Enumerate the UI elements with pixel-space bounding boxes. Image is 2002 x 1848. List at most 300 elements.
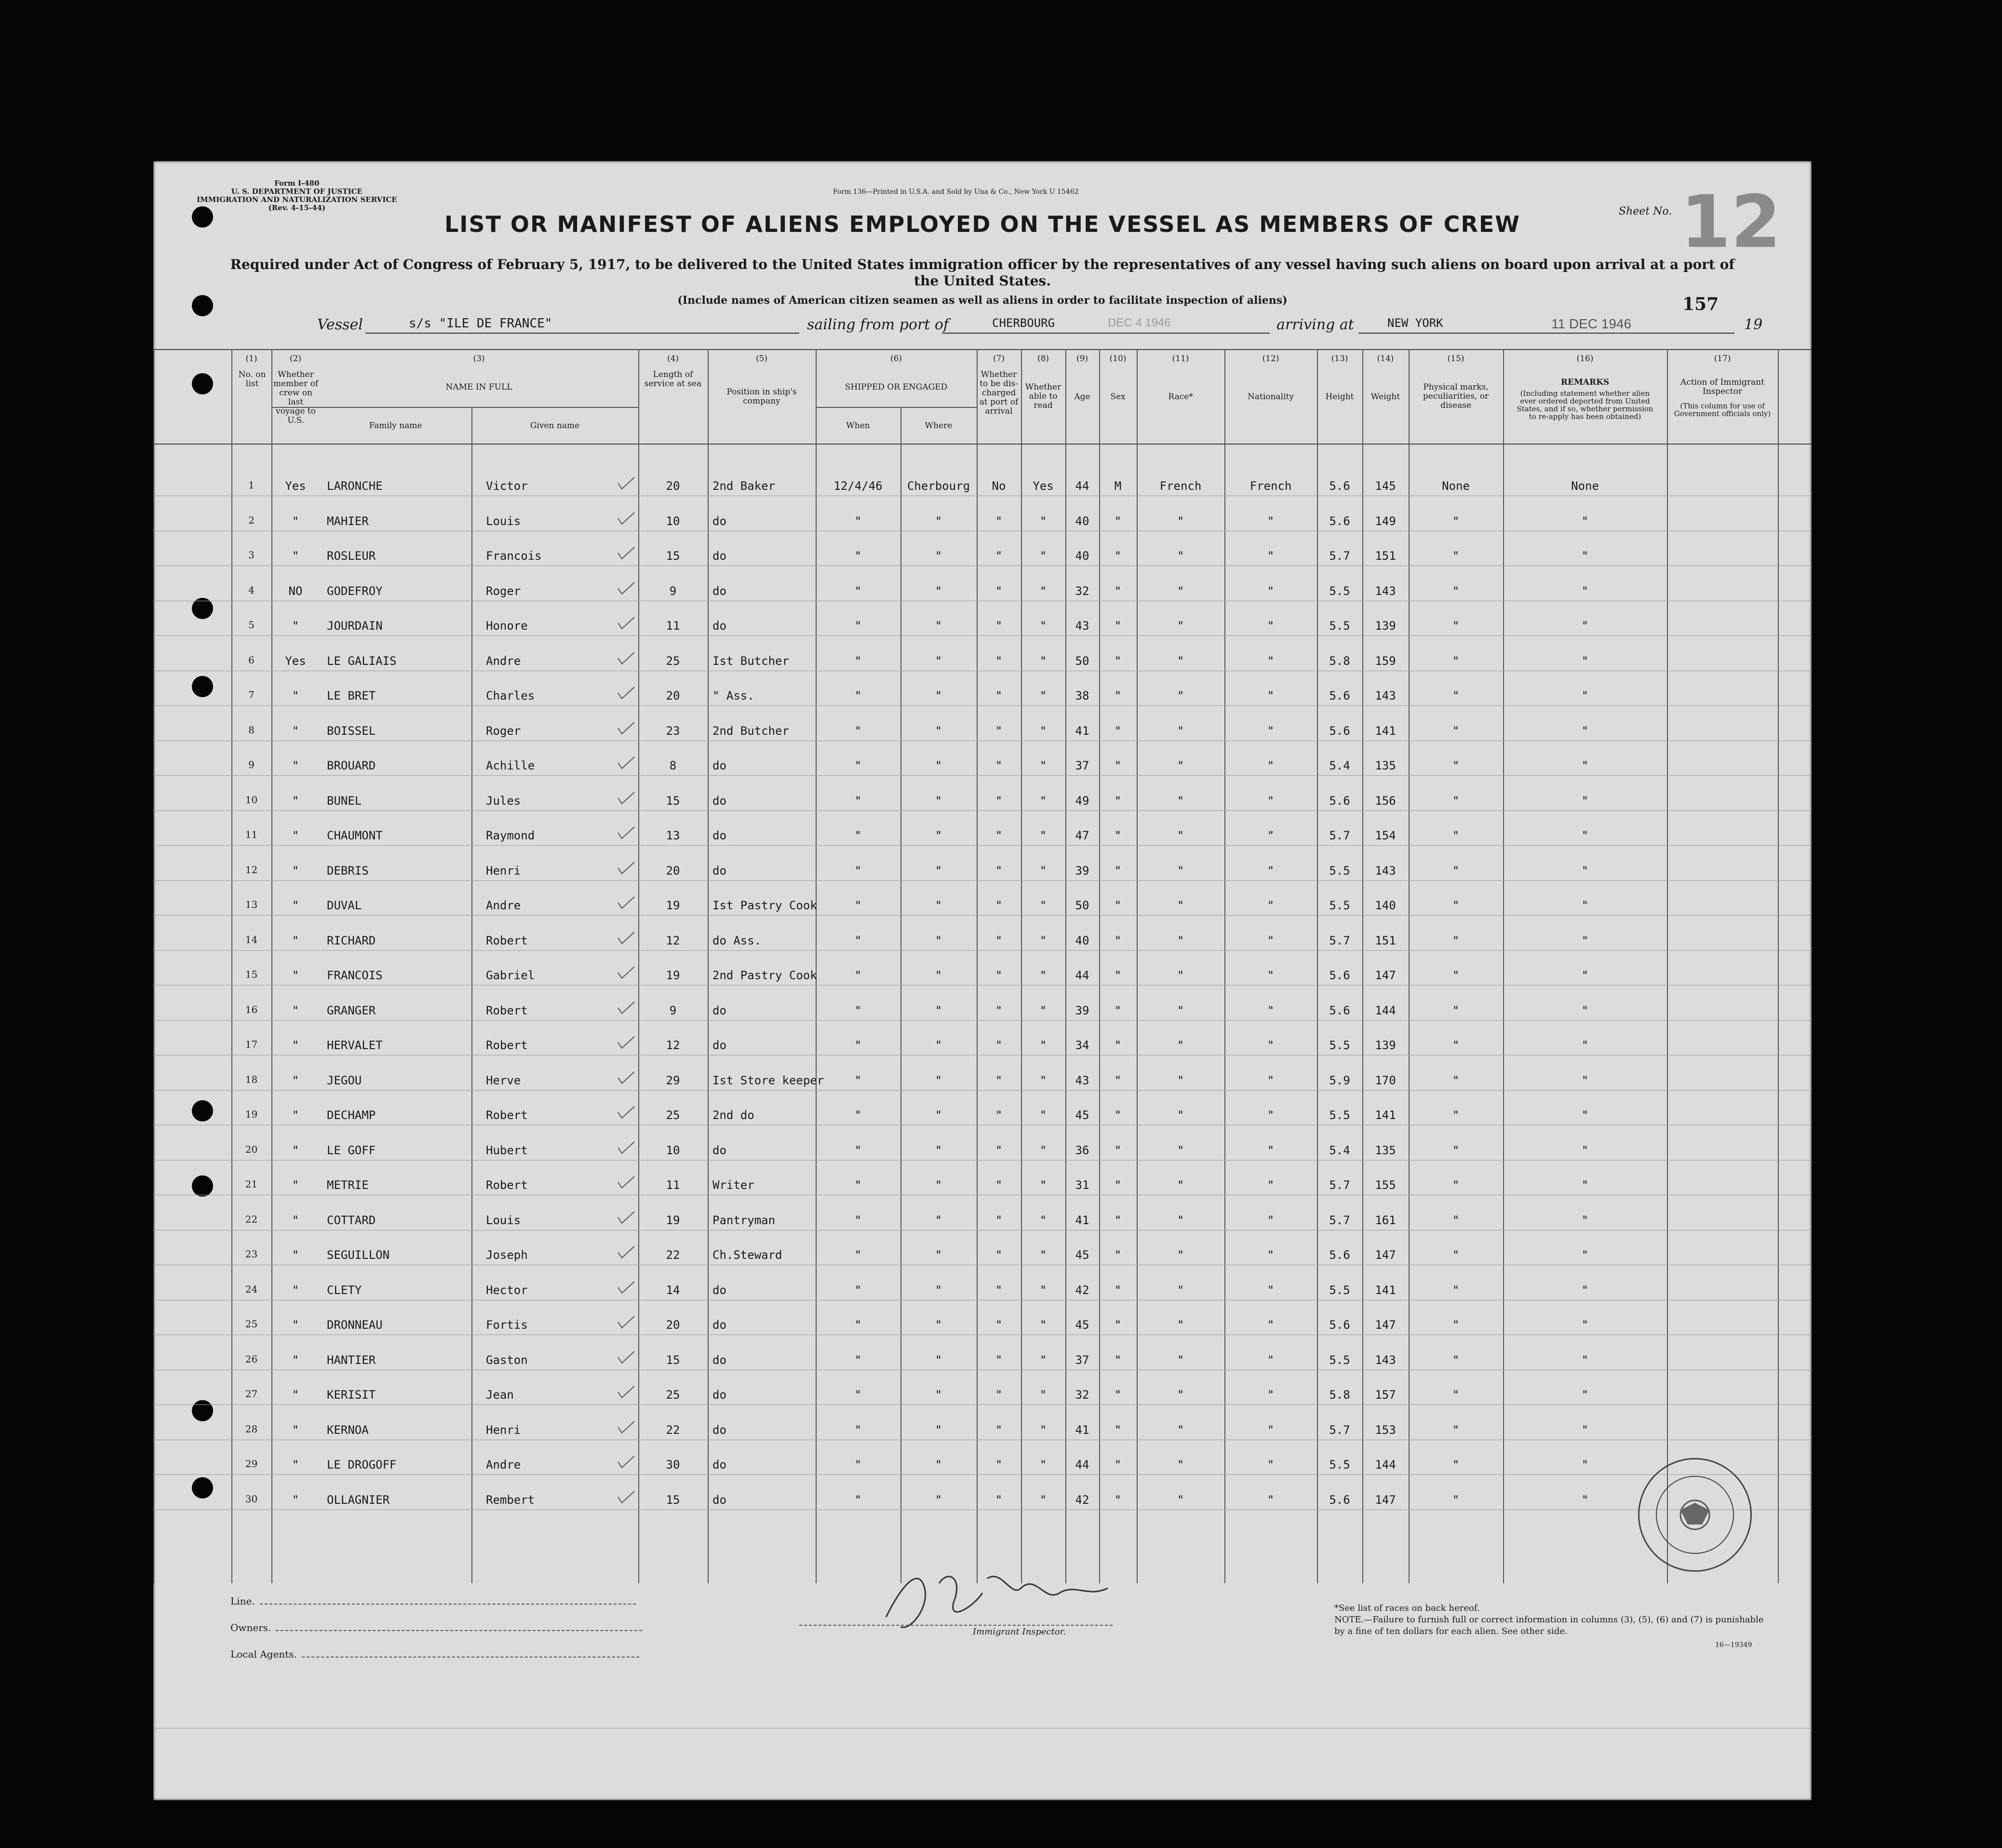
cell-nat: " xyxy=(1267,933,1275,947)
cell-prev: " xyxy=(292,1388,299,1402)
check-mark xyxy=(616,966,635,980)
cell-height: 5.5 xyxy=(1329,1353,1350,1367)
row-rule xyxy=(153,845,1812,846)
cell-marks: " xyxy=(1452,654,1460,668)
cell-disch: " xyxy=(995,1178,1003,1192)
cell-position: 2nd Baker xyxy=(712,479,776,493)
cell-sex: " xyxy=(1114,1283,1122,1297)
cell-position: Ist Butcher xyxy=(712,654,789,668)
cell-height: 5.4 xyxy=(1329,759,1350,772)
cell-family: BOISSEL xyxy=(327,724,376,738)
cell-weight: 151 xyxy=(1375,933,1396,947)
cell-marks: " xyxy=(1452,1493,1460,1507)
cell-disch: " xyxy=(995,1003,1003,1017)
cell-when: " xyxy=(854,759,862,772)
cell-when: " xyxy=(854,863,862,877)
cell-sex: " xyxy=(1114,1178,1122,1192)
cell-race: " xyxy=(1177,584,1184,598)
cell-race: " xyxy=(1177,1073,1184,1087)
cell-marks: " xyxy=(1452,863,1460,877)
cell-remarks: " xyxy=(1581,759,1589,772)
cell-position: do xyxy=(712,829,726,842)
cell-when: " xyxy=(854,969,862,982)
cell-no: 7 xyxy=(248,689,255,701)
check-mark xyxy=(616,791,635,806)
cell-remarks: " xyxy=(1581,1318,1589,1332)
cell-given: Jules xyxy=(486,794,521,808)
cell-remarks: " xyxy=(1581,1108,1589,1122)
cell-service: 14 xyxy=(666,1283,680,1297)
col-header-sex: Sex xyxy=(1110,392,1126,402)
cell-where: " xyxy=(935,1423,942,1437)
cell-race: " xyxy=(1177,1003,1184,1017)
cell-race: " xyxy=(1177,1318,1184,1332)
cell-given: Francois xyxy=(486,549,542,563)
cell-weight: 141 xyxy=(1375,1108,1396,1122)
cell-age: 39 xyxy=(1075,1003,1089,1017)
cell-nat: " xyxy=(1267,549,1275,563)
cell-weight: 170 xyxy=(1375,1073,1396,1087)
cell-prev: " xyxy=(292,1213,299,1227)
col-header-no: No. on list xyxy=(238,370,266,389)
cell-family: LARONCHE xyxy=(327,479,383,493)
cell-position: do xyxy=(712,794,726,808)
cell-remarks: " xyxy=(1581,1423,1589,1437)
cell-family: BROUARD xyxy=(327,759,376,772)
check-mark xyxy=(616,1175,635,1190)
cell-no: 13 xyxy=(245,899,258,910)
cell-marks: " xyxy=(1452,724,1460,738)
cell-family: HANTIER xyxy=(327,1353,376,1367)
cell-prev: " xyxy=(292,1423,299,1437)
cell-nat: " xyxy=(1267,863,1275,877)
footnote xyxy=(1334,1603,1768,1637)
cell-given: Hubert xyxy=(486,1143,528,1157)
cell-nat: " xyxy=(1267,584,1275,598)
cell-when: " xyxy=(854,584,862,598)
check-mark xyxy=(616,826,635,840)
cell-remarks: " xyxy=(1581,724,1589,738)
cell-age: 44 xyxy=(1075,479,1089,493)
cell-read: " xyxy=(1039,899,1047,912)
cell-given: Jean xyxy=(486,1388,514,1402)
cell-age: 40 xyxy=(1075,549,1089,563)
col-num-2: (2) xyxy=(289,354,302,364)
cell-when: " xyxy=(854,1039,862,1052)
cell-family: GODEFROY xyxy=(327,584,383,598)
cell-weight: 145 xyxy=(1375,479,1396,493)
cell-when: " xyxy=(854,1213,862,1227)
cell-read: " xyxy=(1039,514,1047,528)
year-label: 19 xyxy=(1744,316,1763,333)
cell-prev: " xyxy=(292,1143,299,1157)
cell-service: 15 xyxy=(666,1353,680,1367)
cell-read: " xyxy=(1039,1458,1047,1471)
check-mark xyxy=(616,1455,635,1470)
cell-race: " xyxy=(1177,1458,1184,1471)
cell-prev: " xyxy=(292,1073,299,1087)
cell-remarks: " xyxy=(1581,514,1589,528)
cell-age: 31 xyxy=(1075,1178,1089,1192)
cell-prev: " xyxy=(292,759,299,772)
cell-when: " xyxy=(854,899,862,912)
cell-position: 2nd Pastry Cook xyxy=(712,969,817,982)
check-mark xyxy=(616,512,635,526)
footer-line-label: Line xyxy=(230,1595,252,1607)
cell-sex: " xyxy=(1114,829,1122,842)
cell-where: " xyxy=(935,1318,942,1332)
check-mark xyxy=(616,1420,635,1435)
cell-read: " xyxy=(1039,1003,1047,1017)
col-num-8: (8) xyxy=(1037,354,1049,364)
crew-table xyxy=(153,349,1812,1583)
cell-sex: " xyxy=(1114,689,1122,702)
cell-sex: " xyxy=(1114,1353,1122,1367)
row-rule xyxy=(153,635,1812,636)
cell-when: " xyxy=(854,1493,862,1507)
cell-sex: M xyxy=(1114,479,1122,493)
cell-nat: " xyxy=(1267,1353,1275,1367)
cell-position: do xyxy=(712,1388,726,1402)
cell-prev: " xyxy=(292,1493,299,1507)
footnote-penalty: NOTE.—Failure to furnish full or correct information in columns (3), (5), (6) and (7) is punishable by a fine of ten dollars for each alien. See other side. xyxy=(1334,1615,1764,1636)
cell-read: " xyxy=(1039,549,1047,563)
cell-race: " xyxy=(1177,1388,1184,1402)
cell-marks: " xyxy=(1452,1318,1460,1332)
cell-read: " xyxy=(1039,1423,1047,1437)
form-identifier xyxy=(197,179,397,212)
cell-service: 25 xyxy=(666,654,680,668)
cell-disch: " xyxy=(995,1108,1003,1122)
cell-read: Yes xyxy=(1033,479,1054,493)
cell-remarks: " xyxy=(1581,549,1589,563)
vessel-value: s/s "ILE DE FRANCE" xyxy=(409,316,552,331)
cell-position: do xyxy=(712,1283,726,1297)
cell-age: 42 xyxy=(1075,1493,1089,1507)
check-mark xyxy=(616,1245,635,1260)
cell-prev: " xyxy=(292,514,299,528)
cell-family: MAHIER xyxy=(327,514,369,528)
cell-remarks: " xyxy=(1581,1353,1589,1367)
cell-nat: " xyxy=(1267,724,1275,738)
footer-owners-label: Owners xyxy=(230,1622,269,1633)
col-header-given: Given name xyxy=(530,421,580,431)
cell-where: " xyxy=(935,1073,942,1087)
cell-age: 39 xyxy=(1075,863,1089,877)
cell-no: 16 xyxy=(245,1003,258,1015)
cell-where: " xyxy=(935,1108,942,1122)
cell-when: " xyxy=(854,1458,862,1471)
page-subtitle: Required under Act of Congress of February 5, 1917, to be delivered to the United States immigration officer by the representatives of any vessel having such aliens on board upon arrival at a port of the United States. xyxy=(230,256,1735,289)
cell-disch: " xyxy=(995,1283,1003,1297)
cell-nat: " xyxy=(1267,1003,1275,1017)
cell-no: 11 xyxy=(245,829,258,840)
cell-disch: No xyxy=(992,479,1006,493)
cell-age: 43 xyxy=(1075,619,1089,633)
check-mark xyxy=(616,861,635,876)
cell-race: " xyxy=(1177,724,1184,738)
cell-disch: " xyxy=(995,1213,1003,1227)
cell-given: Robert xyxy=(486,1003,528,1017)
col-header-race: Race* xyxy=(1168,392,1193,402)
col-num-7: (7) xyxy=(993,354,1005,364)
cell-given: Joseph xyxy=(486,1248,528,1262)
col-header-action: Action of Immigrant Inspector xyxy=(1680,378,1764,396)
cell-where: " xyxy=(935,584,942,598)
cell-when: " xyxy=(854,654,862,668)
check-mark xyxy=(616,1350,635,1365)
cell-marks: " xyxy=(1452,794,1460,808)
cell-prev: " xyxy=(292,689,299,702)
cell-prev: " xyxy=(292,1003,299,1017)
cell-no: 12 xyxy=(245,863,258,876)
cell-height: 5.9 xyxy=(1329,1073,1350,1087)
cell-height: 5.5 xyxy=(1329,584,1350,598)
cell-disch: " xyxy=(995,1318,1003,1332)
check-mark xyxy=(616,686,635,701)
cell-sex: " xyxy=(1114,1318,1122,1332)
cell-race: " xyxy=(1177,1248,1184,1262)
cell-service: 30 xyxy=(666,1458,680,1471)
cell-race: " xyxy=(1177,863,1184,877)
cell-when: " xyxy=(854,549,862,563)
cell-read: " xyxy=(1039,619,1047,633)
cell-family: DEBRIS xyxy=(327,863,369,877)
cell-nat: " xyxy=(1267,1248,1275,1262)
department-name: U. S. DEPARTMENT OF JUSTICE xyxy=(231,187,363,196)
cell-no: 3 xyxy=(248,549,255,561)
col-header-position: Position in ship's company xyxy=(726,387,797,406)
cell-read: " xyxy=(1039,1318,1047,1332)
cell-remarks: " xyxy=(1581,619,1589,633)
cell-disch: " xyxy=(995,1073,1003,1087)
cell-given: Achille xyxy=(486,759,535,772)
cell-remarks: " xyxy=(1581,1213,1589,1227)
cell-height: 5.6 xyxy=(1329,1493,1350,1507)
cell-position: do xyxy=(712,1003,726,1017)
cell-family: KERISIT xyxy=(327,1388,376,1402)
col-num-3: (3) xyxy=(473,354,485,364)
cell-when: " xyxy=(854,933,862,947)
cell-where: " xyxy=(935,1248,942,1262)
cell-weight: 161 xyxy=(1375,1213,1396,1227)
col-num-15: (15) xyxy=(1447,354,1465,364)
cell-height: 5.6 xyxy=(1329,479,1350,493)
cell-read: " xyxy=(1039,1283,1047,1297)
cell-family: LE DROGOFF xyxy=(327,1458,397,1471)
cell-no: 24 xyxy=(245,1283,258,1295)
cell-race: " xyxy=(1177,514,1184,528)
cell-age: 49 xyxy=(1075,794,1089,808)
cell-sex: " xyxy=(1114,1003,1122,1017)
cell-family: OLLAGNIER xyxy=(327,1493,390,1507)
cell-age: 41 xyxy=(1075,1423,1089,1437)
cell-weight: 141 xyxy=(1375,1283,1396,1297)
cell-disch: " xyxy=(995,1458,1003,1471)
vessel-label: Vessel xyxy=(317,316,363,333)
cell-marks: " xyxy=(1452,689,1460,702)
cell-where: Cherbourg xyxy=(907,479,970,493)
cell-race: " xyxy=(1177,1178,1184,1192)
cell-no: 29 xyxy=(245,1458,258,1470)
cell-prev: " xyxy=(292,1108,299,1122)
cell-service: 15 xyxy=(666,794,680,808)
cell-where: " xyxy=(935,969,942,982)
cell-family: DUVAL xyxy=(327,899,362,912)
cell-position: do xyxy=(712,863,726,877)
cell-service: 10 xyxy=(666,514,680,528)
cell-where: " xyxy=(935,863,942,877)
cell-marks: " xyxy=(1452,759,1460,772)
row-rule xyxy=(153,705,1812,706)
cell-age: 44 xyxy=(1075,969,1089,982)
cell-remarks: " xyxy=(1581,933,1589,947)
cell-height: 5.4 xyxy=(1329,1143,1350,1157)
cell-prev: " xyxy=(292,1458,299,1471)
cell-nat: " xyxy=(1267,1073,1275,1087)
cell-read: " xyxy=(1039,1073,1047,1087)
cell-sex: " xyxy=(1114,794,1122,808)
cell-position: do xyxy=(712,1458,726,1471)
cell-height: 5.5 xyxy=(1329,863,1350,877)
cell-no: 19 xyxy=(245,1108,258,1120)
cell-nat: " xyxy=(1267,1423,1275,1437)
cell-race: " xyxy=(1177,1108,1184,1122)
cell-position: do xyxy=(712,514,726,528)
cell-remarks: None xyxy=(1571,479,1599,493)
cell-service: 11 xyxy=(666,619,680,633)
col-num-11: (11) xyxy=(1172,354,1189,364)
sailing-label: sailing from port of xyxy=(807,316,949,333)
cell-sex: " xyxy=(1114,899,1122,912)
cell-prev: " xyxy=(292,1318,299,1332)
cell-weight: 147 xyxy=(1375,1248,1396,1262)
cell-remarks: " xyxy=(1581,1283,1589,1297)
cell-age: 50 xyxy=(1075,899,1089,912)
col-header-nationality: Nationality xyxy=(1248,392,1294,402)
cell-remarks: " xyxy=(1581,969,1589,982)
cell-remarks: " xyxy=(1581,1143,1589,1157)
cell-nat: " xyxy=(1267,969,1275,982)
cell-nat: " xyxy=(1267,1493,1275,1507)
cell-nat: French xyxy=(1250,479,1292,493)
col-header-weight: Weight xyxy=(1370,392,1400,402)
cell-sex: " xyxy=(1114,1458,1122,1471)
cell-read: " xyxy=(1039,863,1047,877)
cell-when: " xyxy=(854,724,862,738)
cell-remarks: " xyxy=(1581,1458,1589,1471)
col-num-1: (1) xyxy=(245,354,257,364)
cell-given: Victor xyxy=(486,479,528,493)
cell-prev: " xyxy=(292,1178,299,1192)
cell-when: " xyxy=(854,1143,862,1157)
cell-remarks: " xyxy=(1581,1039,1589,1052)
cell-service: 29 xyxy=(666,1073,680,1087)
cell-nat: " xyxy=(1267,829,1275,842)
cell-sex: " xyxy=(1114,1423,1122,1437)
cell-no: 30 xyxy=(245,1493,258,1505)
cell-no: 5 xyxy=(248,619,255,631)
cell-prev: " xyxy=(292,1248,299,1262)
cell-service: 8 xyxy=(669,759,677,772)
cell-sex: " xyxy=(1114,549,1122,563)
cell-given: Hector xyxy=(486,1283,528,1297)
cell-service: 19 xyxy=(666,899,680,912)
cell-where: " xyxy=(935,1039,942,1052)
cell-marks: " xyxy=(1452,619,1460,633)
cell-weight: 154 xyxy=(1375,829,1396,842)
arrival-date-stamp: 11 DEC 1946 xyxy=(1551,316,1632,331)
cell-nat: " xyxy=(1267,1143,1275,1157)
cell-nat: " xyxy=(1267,514,1275,528)
cell-given: Robert xyxy=(486,1178,528,1192)
cell-where: " xyxy=(935,619,942,633)
cell-read: " xyxy=(1039,969,1047,982)
cell-nat: " xyxy=(1267,619,1275,633)
cell-age: 37 xyxy=(1075,759,1089,772)
cell-sex: " xyxy=(1114,1248,1122,1262)
cell-age: 44 xyxy=(1075,1458,1089,1471)
cell-position: do xyxy=(712,1423,726,1437)
cell-given: Louis xyxy=(486,514,521,528)
revision-date: (Rev. 4-15-44) xyxy=(268,203,326,212)
cell-prev: " xyxy=(292,724,299,738)
cell-height: 5.6 xyxy=(1329,1248,1350,1262)
cell-marks: " xyxy=(1452,1178,1460,1192)
cell-race: " xyxy=(1177,689,1184,702)
cell-weight: 147 xyxy=(1375,1318,1396,1332)
cell-no: 26 xyxy=(245,1353,258,1365)
cell-read: " xyxy=(1039,689,1047,702)
cell-nat: " xyxy=(1267,1388,1275,1402)
col-header-remarks-note: (Including statement whether alien ever ordered deported from United States, and if so, whether permission to re-apply has been obtained) xyxy=(1517,389,1653,421)
cell-nat: " xyxy=(1267,1108,1275,1122)
col-header-remarks: REMARKS xyxy=(1560,378,1610,387)
col-header-when: When xyxy=(846,421,870,431)
row-rule xyxy=(153,880,1812,881)
cell-service: 9 xyxy=(669,584,677,598)
check-mark xyxy=(616,1211,635,1225)
cell-age: 43 xyxy=(1075,1073,1089,1087)
cell-marks: " xyxy=(1452,514,1460,528)
row-rule xyxy=(153,1474,1812,1475)
cell-race: " xyxy=(1177,1143,1184,1157)
cell-marks: " xyxy=(1452,1283,1460,1297)
cell-position: do xyxy=(712,549,726,563)
cell-remarks: " xyxy=(1581,1248,1589,1262)
cell-sex: " xyxy=(1114,724,1122,738)
cell-weight: 147 xyxy=(1375,1493,1396,1507)
cell-where: " xyxy=(935,794,942,808)
cell-service: 25 xyxy=(666,1388,680,1402)
cell-position: do xyxy=(712,1318,726,1332)
check-mark xyxy=(616,616,635,631)
cell-prev: NO xyxy=(288,584,303,598)
cell-position: Ch.Steward xyxy=(712,1248,782,1262)
check-mark xyxy=(616,896,635,910)
arriving-label: arriving at xyxy=(1276,316,1354,333)
cell-age: 34 xyxy=(1075,1039,1089,1052)
stamp-number: 157 xyxy=(1682,294,1719,314)
check-mark xyxy=(616,1036,635,1050)
cell-marks: " xyxy=(1452,1458,1460,1471)
footnote-races: *See list of races on back hereof. xyxy=(1334,1603,1480,1613)
cell-prev: " xyxy=(292,794,299,808)
cell-age: 41 xyxy=(1075,724,1089,738)
cell-nat: " xyxy=(1267,1283,1275,1297)
cell-position: do xyxy=(712,1039,726,1052)
cell-no: 25 xyxy=(245,1318,258,1330)
